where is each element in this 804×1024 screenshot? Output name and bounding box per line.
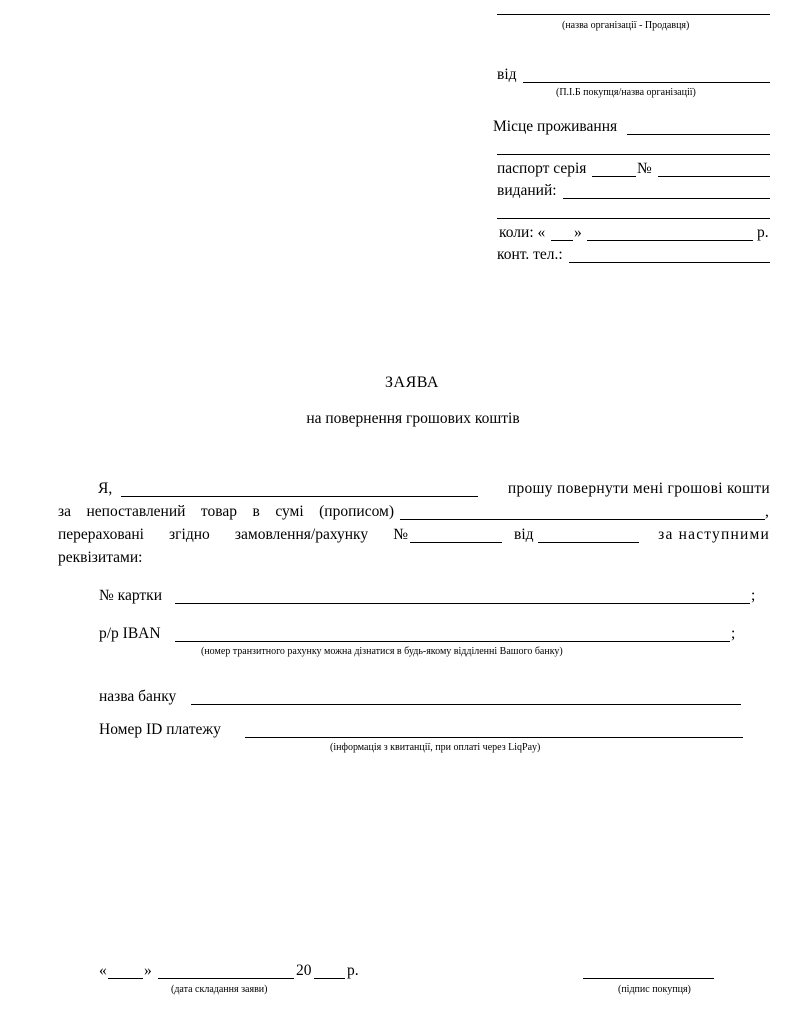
- passport-number-symbol: №: [637, 160, 652, 177]
- phone-label: конт. тел.:: [497, 246, 563, 263]
- passport-series-line[interactable]: [592, 162, 636, 177]
- card-number-line[interactable]: [175, 589, 750, 604]
- iban-label: р/р IBAN: [99, 625, 161, 642]
- iban-suffix: ;: [731, 625, 736, 642]
- when-day-line[interactable]: [551, 226, 573, 241]
- amount-comma: ,: [765, 503, 769, 520]
- card-number-suffix: ;: [751, 587, 756, 604]
- signature-line[interactable]: [583, 964, 714, 979]
- when-label-close: »: [574, 224, 582, 241]
- iban-line[interactable]: [175, 627, 730, 642]
- order-number-line[interactable]: [410, 528, 502, 543]
- signature-caption: (підпис покупця): [618, 984, 691, 995]
- residence-label: Місце проживання: [493, 118, 618, 135]
- bank-name-line[interactable]: [191, 690, 741, 705]
- order-label: перераховані згідно замовлення/рахунку №: [58, 526, 408, 543]
- passport-number-line[interactable]: [658, 162, 770, 177]
- issued-by-line-2[interactable]: [497, 204, 770, 219]
- document-title: ЗАЯВА: [385, 374, 439, 391]
- passport-series-label: паспорт серія: [497, 160, 587, 177]
- card-number-label: № картки: [99, 587, 162, 604]
- amount-label: за непоставлений товар в сумі (прописом): [58, 503, 394, 520]
- order-date-line[interactable]: [538, 528, 639, 543]
- seller-caption: (назва організації - Продавця): [562, 20, 690, 31]
- date-year-prefix: 20: [296, 962, 312, 979]
- issued-by-line-1[interactable]: [563, 184, 770, 199]
- when-label-open: коли: «: [499, 224, 546, 241]
- when-date-line[interactable]: [587, 226, 753, 241]
- payment-id-caption: (інформація з квитанції, при оплаті через LiqPay): [330, 742, 541, 753]
- seller-name-line[interactable]: [497, 0, 770, 15]
- phone-line[interactable]: [569, 248, 770, 263]
- buyer-caption: (П.І.Б покупця/назва організації): [556, 87, 696, 98]
- buyer-name-line[interactable]: [523, 68, 770, 83]
- document-subtitle: на повернення грошових коштів: [306, 410, 520, 427]
- date-open-quote: «: [99, 962, 107, 979]
- request-text: прошу повернути мені грошові кошти: [507, 480, 770, 497]
- amount-words-line[interactable]: [400, 505, 765, 520]
- i-label: Я,: [98, 480, 113, 497]
- residence-line-1[interactable]: [627, 120, 770, 135]
- payment-id-label: Номер ID платежу: [99, 721, 221, 738]
- date-day-line[interactable]: [108, 964, 143, 979]
- requisites-label: реквізитами:: [58, 549, 143, 566]
- when-year-suffix: р.: [757, 224, 769, 241]
- iban-caption: (номер транзитного рахунку можна дізнатися в будь-якому відділенні Вашого банку): [201, 646, 563, 657]
- issued-by-label: виданий:: [497, 182, 557, 199]
- payment-id-line[interactable]: [245, 723, 743, 738]
- date-month-line[interactable]: [158, 964, 294, 979]
- order-suffix: за наступними: [658, 526, 770, 543]
- from-label: від: [497, 66, 517, 83]
- date-close-quote: »: [144, 962, 152, 979]
- date-caption: (дата складання заяви): [171, 984, 268, 995]
- bank-name-label: назва банку: [99, 688, 177, 705]
- applicant-name-line[interactable]: [121, 482, 478, 497]
- date-year-suffix: р.: [347, 962, 359, 979]
- date-year-line[interactable]: [314, 964, 345, 979]
- order-from-label: від: [514, 526, 534, 543]
- residence-line-2[interactable]: [497, 140, 770, 155]
